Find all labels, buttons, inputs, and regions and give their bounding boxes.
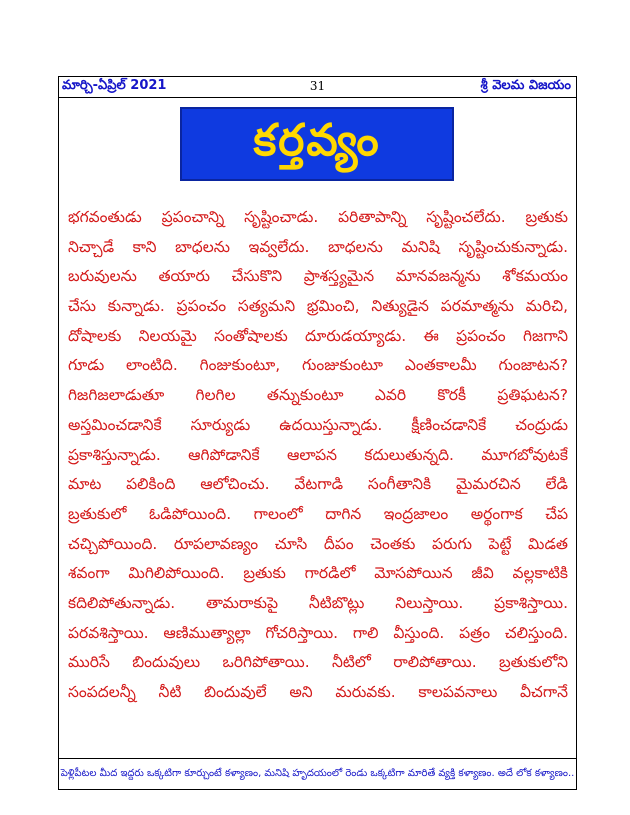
body-line: బ్రతుకులో ఓడిపోయింది. గాలంలో దాగిన ఇంద్రజాలం అర్థంగాక చేప xyxy=(68,504,568,523)
magazine-name: శ్రీ వెలమ విజయం xyxy=(480,78,571,93)
body-line: అస్తమించడానికే సూర్యుడు ఉదయిస్తున్నాడు. క్షీణించడానికే చంద్రుడు xyxy=(68,415,568,434)
body-line: బరువులను తయారు చేసుకొని ప్రాశస్త్యమైన మానవజన్మను శోకమయం xyxy=(68,267,568,286)
body-line: గూడు లాంటిది. గింజుకుంటూ, గుంజుకుంటూ ఎంతకాలమీ గుంజాటన? xyxy=(68,356,568,375)
page-footer xyxy=(58,758,577,790)
body-line: గిజగిజలాడుతూ గిలగిల తన్నుకుంటూ ఎవరి కొరకీ ప్రతిఘటన? xyxy=(68,386,568,405)
issue-date: మార్చి-ఏప్రిల్ 2021 xyxy=(62,78,167,93)
page-number: 31 xyxy=(309,79,326,93)
body-line: ప్రకాశిస్తున్నాడు. ఆగిపోడానికే ఆలాపన కదులుతున్నది. మూగబోవుటకే xyxy=(68,445,568,464)
body-line: శవంగా మిగిలిపోయింది. బ్రతుకు గారడిలో మోసపోయిన జీవి వల్లకాటికి xyxy=(68,564,568,583)
footer-quote: పెళ్లిపీటల మీద ఇద్దరు ఒక్కటిగా కూర్చుంటే కళ్యాణం, మనిషి హృదయంలో రెండు ఒక్కటిగా మారితే వ్యక్తి కళ్యాణం. అదే లోక కళ్యాణం.. xyxy=(60,768,575,779)
body-line: దోషాలకు నిలయమై సంతోషాలకు దూరుడయ్యాడు. ఈ ప్రపంచం గిజగాని xyxy=(68,326,568,345)
body-line: కదిలిపోతున్నాడు. తామరాకుపై నీటిబొట్లు నిలుస్తాయి. ప్రకాశిస్తాయి. xyxy=(68,593,568,612)
body-line: భగవంతుడు ప్రపంచాన్ని సృష్టించాడు. పరితాపాన్ని సృష్టించలేదు. బ్రతుకు xyxy=(68,208,568,226)
body-line: పరవశిస్తాయి. ఆణిముత్యాల్లా గోచరిస్తాయి. గాలి వీస్తుంది. పత్రం చలిస్తుంది. xyxy=(68,623,568,642)
body-line: చేసు కున్నాడు. ప్రపంచం సత్యమని భ్రమించి, నిత్యుడైన పరమాత్మను మరిచి, xyxy=(68,297,568,316)
page-header xyxy=(58,76,577,98)
body-line: మురిసే బిందువులు ఒరిగిపోతాయి. నీటిలో రాలిపోతాయి. బ్రతుకులోని xyxy=(68,653,568,672)
body-line: మాట పలికింది ఆలోచించు. వేటగాడి సంగీతానికి మైమరచిన లేడి xyxy=(68,475,568,494)
article-title-banner xyxy=(180,107,454,181)
body-line: నిచ్చాడే కాని బాధలను ఇవ్వలేదు. బాధలను మనిషి సృష్టించుకున్నాడు. xyxy=(68,237,568,256)
article-title: కర్తవ్యం xyxy=(253,115,381,166)
body-line: చచ్చిపోయింది. రూపలావణ్యం చూసి దీపం చెంతకు పరుగు పెట్టే మిడత xyxy=(68,534,568,553)
article-body xyxy=(68,203,568,708)
body-line: సంపదలన్నీ నీటి బిందువులే అని మరువకు. కాలపవనాలు వీచగానే xyxy=(68,683,568,701)
